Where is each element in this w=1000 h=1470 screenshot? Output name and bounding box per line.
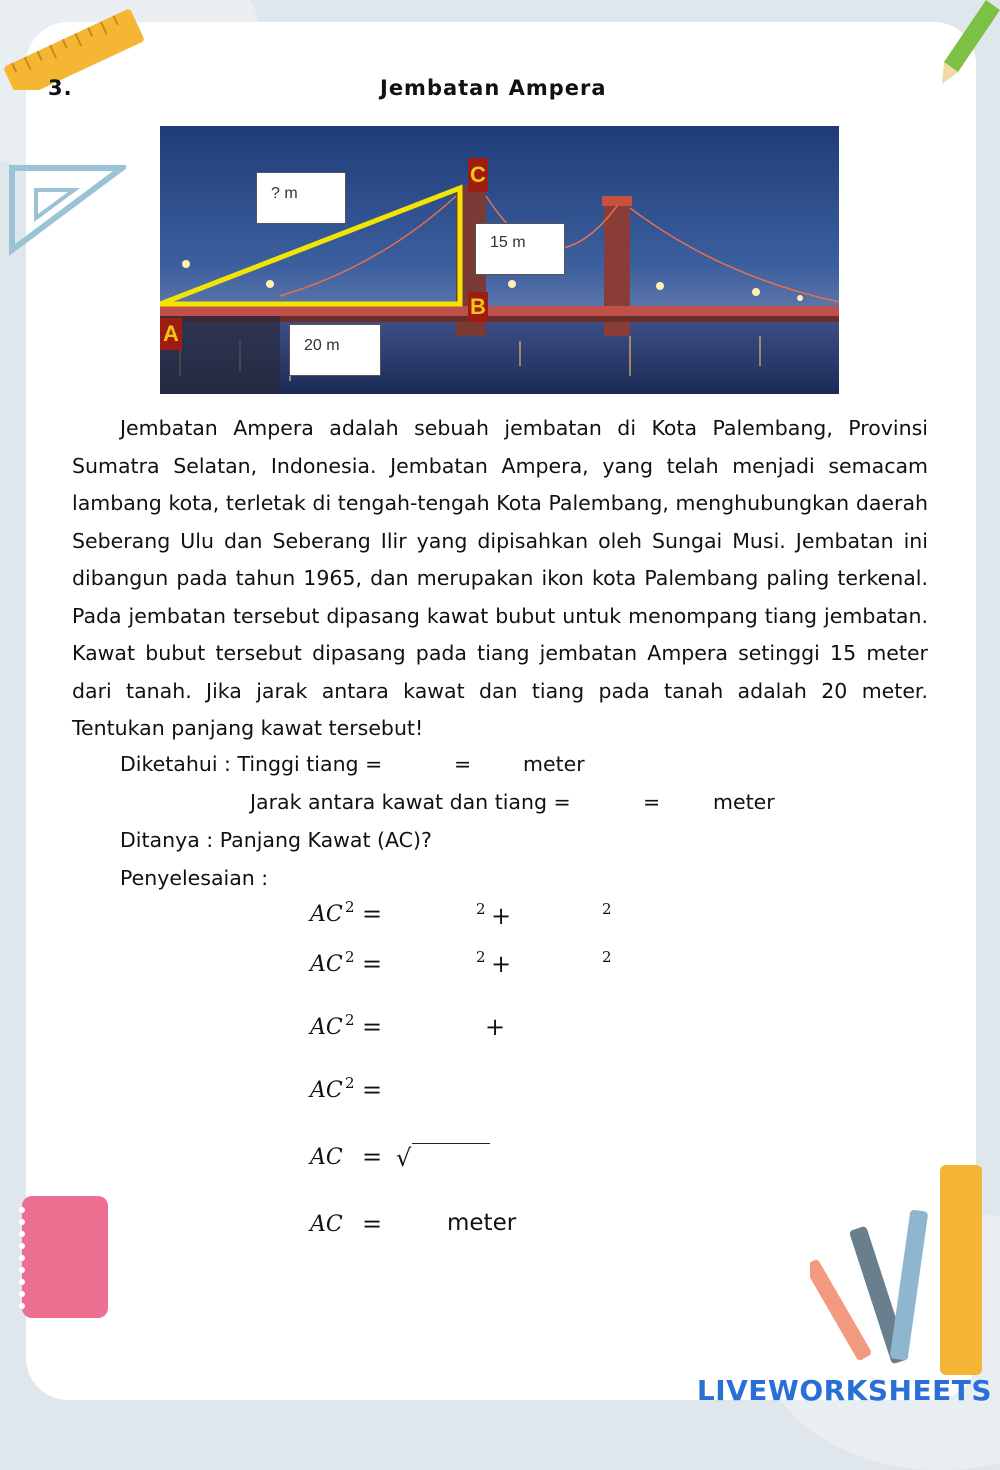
- point-a: A: [160, 318, 182, 350]
- step1-plus: +: [491, 902, 512, 930]
- step3-equals: =: [362, 1013, 383, 1041]
- notebook-icon: [8, 1190, 113, 1325]
- bridge-photo: [160, 126, 839, 394]
- step2-lhs: AC: [310, 952, 343, 977]
- step4-lhs-exp: 2: [345, 1074, 355, 1092]
- height-label: [475, 223, 565, 275]
- answer-unit: meter: [447, 1210, 517, 1236]
- step1-lhs-exp: 2: [345, 898, 355, 916]
- hypotenuse-label: [256, 172, 346, 224]
- brand-logo: LIVEWORKSHEETS: [696, 1374, 992, 1407]
- step3-lhs-exp: 2: [345, 1011, 355, 1029]
- step1-exp-b: 2: [602, 900, 612, 918]
- root-bar: [412, 1143, 490, 1144]
- step4-lhs: AC: [310, 1078, 343, 1103]
- step6-lhs: AC: [310, 1212, 343, 1237]
- step1-equals: =: [362, 900, 383, 928]
- known-height-unit: meter: [523, 752, 585, 776]
- step2-lhs-exp: 2: [345, 948, 355, 966]
- asked-text: Ditanya : Panjang Kawat (AC)?: [120, 828, 432, 852]
- stationery-cup-icon: [810, 1165, 1000, 1380]
- pencil-icon: [928, 0, 1000, 90]
- point-c: C: [468, 158, 488, 192]
- step5-lhs: AC: [310, 1145, 343, 1170]
- problem-text: Jembatan Ampera adalah sebuah jembatan di Kota Palembang, Provinsi Sumatra Selatan, Indonesia. Jembatan Ampera, yang telah menjadi semacam lambang kota, terletak di tengah-tengah Kota Palembang, menghubungkan daerah Seberang Ulu dan Seberang Ilir yang dipisahkan oleh Sungai Musi. Jembatan ini dibangun pada tahun 1965, dan merupakan ikon kota Palembang paling terkenal. Pada jembatan tersebut dipasang kawat bubut untuk menompang tiang jembatan. Kawat bubut tersebut dipasang pada tiang jembatan Ampera setinggi 15 meter dari tanah. Jika jarak antara kawat dan tiang pada tanah adalah 20 meter. Tentukan panjang kawat tersebut!: [72, 416, 928, 740]
- question-number: 3.: [48, 76, 73, 100]
- ruler-icon: [0, 0, 150, 90]
- set-square-icon: [6, 150, 126, 260]
- step3-plus: +: [485, 1013, 506, 1041]
- base-label-text: 20 m: [304, 337, 340, 354]
- hypotenuse-label-text: ? m: [271, 185, 298, 202]
- base-label: [289, 324, 381, 376]
- known-height-label: Diketahui : Tinggi tiang =: [120, 752, 383, 776]
- step6-equals: =: [362, 1210, 383, 1238]
- known-height-equals: =: [454, 752, 472, 776]
- known-distance-equals: =: [643, 790, 661, 814]
- step1-exp-a: 2: [476, 900, 486, 918]
- solution-label: Penyelesaian :: [120, 866, 269, 890]
- point-b: B: [468, 292, 488, 322]
- step2-equals: =: [362, 950, 383, 978]
- known-distance-unit: meter: [713, 790, 775, 814]
- step5-equals: =: [362, 1143, 383, 1171]
- height-label-text: 15 m: [490, 234, 526, 251]
- step3-lhs: AC: [310, 1015, 343, 1040]
- step2-exp-b: 2: [602, 948, 612, 966]
- known-distance-label: Jarak antara kawat dan tiang =: [250, 790, 571, 814]
- step1-lhs: AC: [310, 902, 343, 927]
- step2-exp-a: 2: [476, 948, 486, 966]
- step4-equals: =: [362, 1076, 383, 1104]
- step2-plus: +: [491, 950, 512, 978]
- square-root-icon: √: [396, 1144, 412, 1172]
- problem-paragraph: [72, 410, 928, 748]
- page-title: Jembatan Ampera: [380, 76, 607, 100]
